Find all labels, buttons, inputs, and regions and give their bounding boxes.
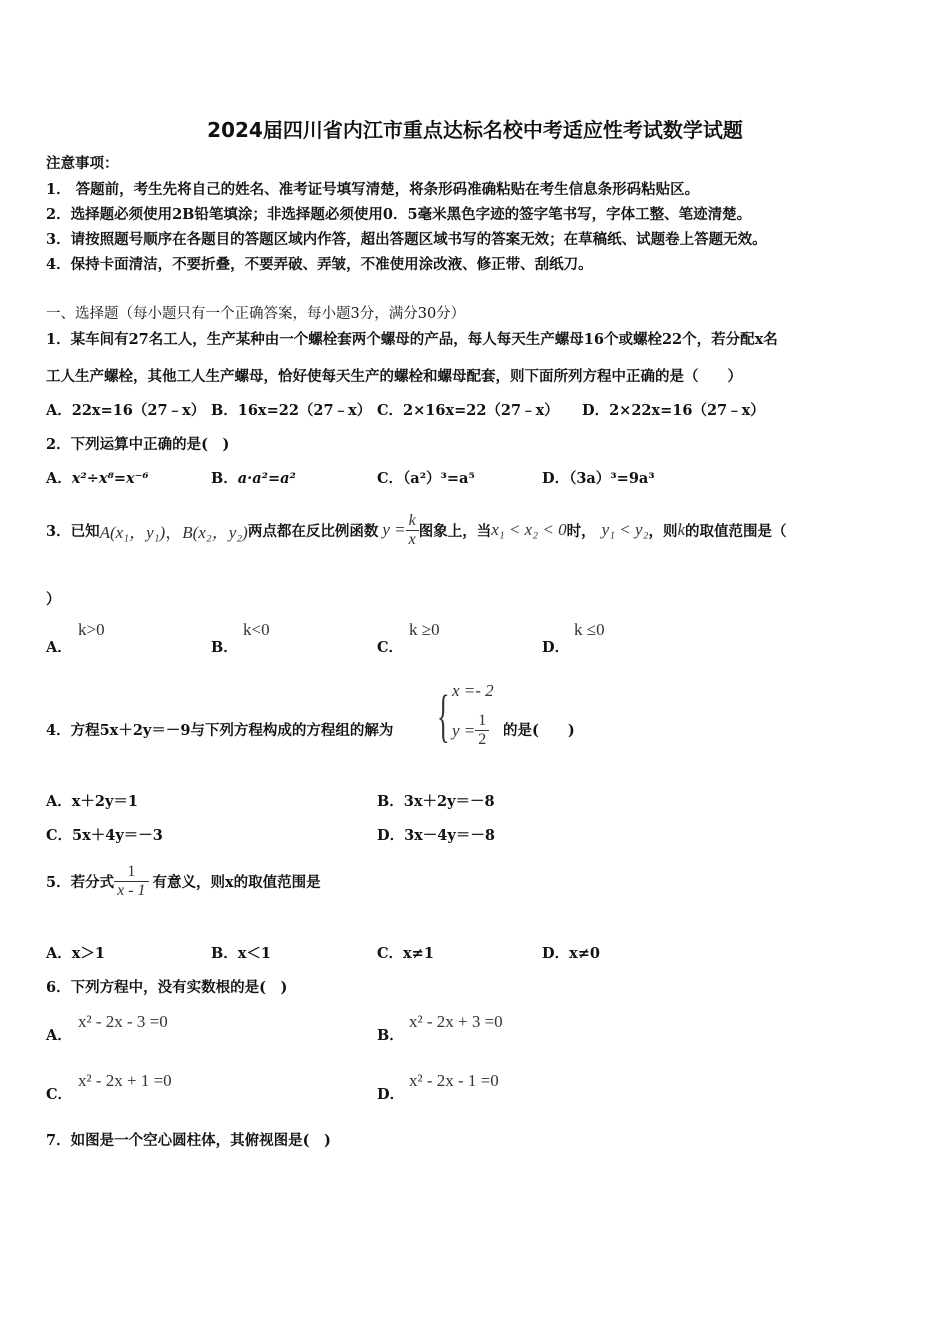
q7-stem: 7．如图是一个空心圆柱体，其俯视图是( ) xyxy=(46,1132,331,1149)
q4-option-d: D．3x－4y＝－8 xyxy=(377,827,495,844)
q2-option-d: D．（3a）³=9a³ xyxy=(542,470,655,487)
q2-option-a: A．x²÷x⁸=x⁻⁶ xyxy=(46,470,149,487)
q1-option-c: C．2×16x=22（27﹣x） xyxy=(377,402,559,419)
page-title: 2024届四川省内江市重点达标名校中考适应性考试数学试题 xyxy=(207,118,743,142)
q5-option-c: C．x≠1 xyxy=(377,945,434,962)
q3-point-a: A(x₁，y₁) xyxy=(99,522,166,542)
q3-close-paren: ） xyxy=(46,591,61,608)
q5-fraction: $\frac{1}{x - 1}$ xyxy=(114,863,148,900)
q3-option-c: k ≥0 xyxy=(409,620,440,639)
q4-option-c: C．5x＋4y＝－3 xyxy=(46,827,163,844)
q3-option-a: k>0 xyxy=(78,620,105,639)
notice-item-2: 2．选择题必须使用2B铅笔填涂；非选择题必须使用0．5毫米黑色字迹的签字笔书写，字体工整、笔迹清楚。 xyxy=(46,206,752,223)
q6-option-c: x² - 2x + 1 =0 xyxy=(78,1071,172,1090)
q4-system-eq1: x =- 2 xyxy=(452,681,494,700)
q6-option-d-label: D． xyxy=(377,1086,405,1103)
q1-stem-line2: 工人生产螺栓，其他工人生产螺母，恰好使每天生产的螺栓和螺母配套，则下面所列方程中正确的是（ ） xyxy=(46,368,742,385)
q3-option-b: k<0 xyxy=(243,620,270,639)
q5-option-d: D．x≠0 xyxy=(542,945,600,962)
q1-option-b: B．16x=22（27﹣x） xyxy=(211,402,372,419)
q2-option-b: B．a·a²=a² xyxy=(211,470,296,487)
q4-system-eq2: y = $\frac{1}{2}$ xyxy=(452,712,489,749)
q6-option-d: x² - 2x - 1 =0 xyxy=(409,1071,499,1090)
notice-item-1: 1． 答题前，考生先将自己的姓名、准考证号填写清楚，将条形码准确粘贴在考生信息条形码粘贴区。 xyxy=(46,181,700,198)
q6-option-c-label: C． xyxy=(46,1086,73,1103)
q5-option-a: A．x＞1 xyxy=(46,945,105,962)
q6-option-a-label: A． xyxy=(46,1027,72,1044)
q1-option-d: D．2×22x=16（27﹣x） xyxy=(582,402,765,419)
q6-option-a: x² - 2x - 3 =0 xyxy=(78,1012,168,1031)
q4-system-brace: { xyxy=(437,683,450,748)
q3-option-d-label: D． xyxy=(542,639,570,656)
q4-stem: 4．方程5x＋2y＝－9与下列方程构成的方程组的解为 xyxy=(46,722,394,739)
q4-stem-end: 的是( ) xyxy=(503,722,575,739)
q6-option-b: x² - 2x + 3 =0 xyxy=(409,1012,503,1031)
q5-stem: 5．若分式 $\frac{1}{x - 1}$ 有意义，则x的取值范围是 xyxy=(46,862,321,899)
q6-stem: 6．下列方程中，没有实数根的是( ) xyxy=(46,979,288,996)
q3-function-fraction: $\frac{k}{x}$ xyxy=(406,512,419,549)
q1-stem-line1: 1．某车间有27名工人，生产某种由一个螺栓套两个螺母的产品，每人每天生产螺母16个或螺栓22个，若分配x名 xyxy=(46,331,778,348)
notice-item-3: 3．请按照题号顺序在各题目的答题区域内作答，超出答题区域书写的答案无效；在草稿纸、试题卷上答题无效。 xyxy=(46,231,767,248)
q2-stem: 2．下列运算中正确的是( ) xyxy=(46,436,230,453)
notice-item-4: 4．保持卡面清洁，不要折叠，不要弄破、弄皱，不准使用涂改液、修正带、刮纸刀。 xyxy=(46,256,593,273)
q6-option-b-label: B． xyxy=(377,1027,404,1044)
q3-stem: 3．已知 A(x₁，y₁) ， B(x₂，y₂) 两点都在反比例函数 y = $\frac{k}{x}$ 图象上，当 x₁ < x₂ < 0 时， y₁ < y₂ ，则 k 的取值范围是（ xyxy=(46,511,787,548)
q4-option-a: A．x＋2y＝1 xyxy=(46,793,138,810)
q1-option-a: A．22x=16（27﹣x） xyxy=(46,402,206,419)
q5-option-b: B．x＜1 xyxy=(211,945,271,962)
q4-option-b: B．3x＋2y＝－8 xyxy=(377,793,495,810)
q3-option-b-label: B． xyxy=(211,639,238,656)
q3-point-b: B(x₂，y₂) xyxy=(182,522,248,542)
q2-option-c: C．（a²）³=a⁵ xyxy=(377,470,475,487)
q3-option-c-label: C． xyxy=(377,639,404,656)
q3-option-a-label: A． xyxy=(46,639,72,656)
q3-option-d: k ≤0 xyxy=(574,620,605,639)
notice-heading: 注意事项： xyxy=(46,155,119,172)
section-heading: 一、选择题（每小题只有一个正确答案，每小题3分，满分30分） xyxy=(46,306,466,322)
